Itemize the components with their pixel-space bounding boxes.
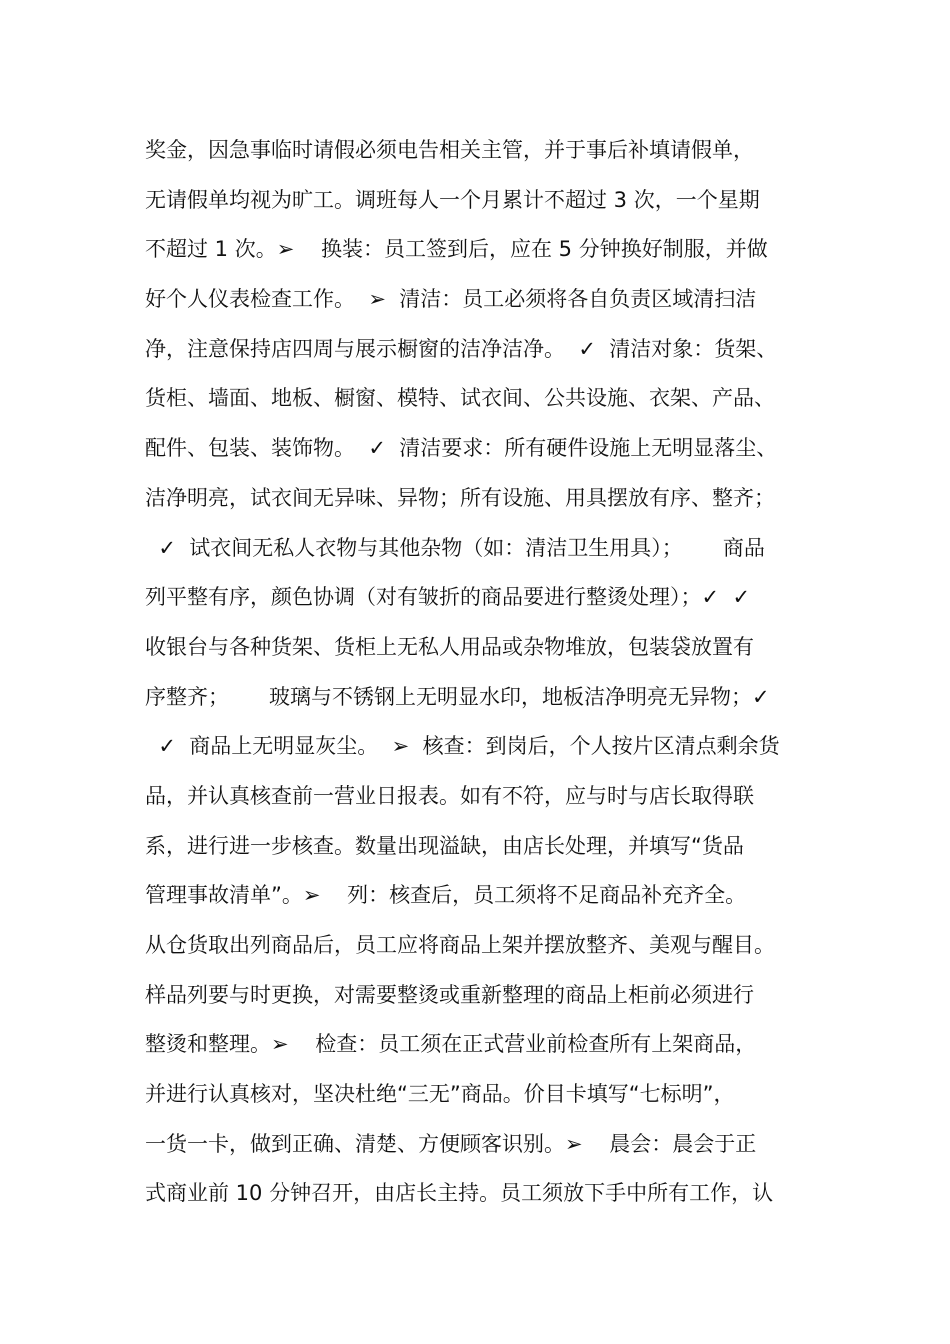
text-line-14: 品，并认真核查前一营业日报表。如有不符，应与时与店长取得联 bbox=[145, 783, 754, 808]
text-line-15: 系，进行进一步核查。数量出现溢缺，由店长处理，并填写“货品 bbox=[145, 833, 744, 858]
text-line-10: 列平整有序，颜色协调（对有皱折的商品要进行整烫处理）；✓ ✓ bbox=[145, 585, 751, 610]
text-line-12: 序整齐； 玻璃与不锈钢上无明显水印，地板洁净明亮无异物；✓ bbox=[145, 684, 770, 709]
text-line-4: 好个人仪表检查工作。 ➢ 清洁：员工必须将各自负责区域清扫洁 bbox=[145, 287, 757, 312]
text-line-5: 净，注意保持店四周与展示橱窗的洁净洁净。 ✓ 清洁对象：货架、 bbox=[145, 336, 778, 361]
text-line-1: 奖金，因急事临时请假必须电告相关主管，并于事后补填请假单， bbox=[145, 138, 754, 162]
text-line-18: 样品列要与时更换，对需要整烫或重新整理的商品上柜前必须进行 bbox=[145, 982, 754, 1007]
text-line-2: 无请假单均视为旷工。调班每人一个月累计不超过 3 次，一个星期 bbox=[145, 187, 760, 212]
text-line-22: 式商业前 10 分钟召开，由店长主持。员工须放下手中所有工作，认 bbox=[145, 1181, 774, 1206]
text-line-21: 一货一卡，做到正确、清楚、方便顾客识别。➢ 晨会：晨会于正 bbox=[145, 1131, 757, 1156]
text-line-20: 并进行认真核对，坚决杜绝“三无”商品。价目卡填写“七标明”， bbox=[145, 1082, 735, 1107]
text-line-16: 管理事故清单”。➢ 列：核查后，员工须将不足商品补充齐全。 bbox=[145, 883, 747, 908]
text-line-13: ✓ 商品上无明显灰尘。 ➢ 核查：到岗后，个人按片区清点剩余货 bbox=[145, 734, 780, 759]
text-line-11: 收银台与各种货架、货柜上无私人用品或杂物堆放，包装袋放置有 bbox=[145, 634, 754, 659]
text-line-3: 不超过 1 次。➢ 换装：员工签到后，应在 5 分钟换好制服，并做 bbox=[145, 237, 768, 262]
body-text bbox=[145, 126, 835, 1219]
text-line-19: 整烫和整理。➢ 检查：员工须在正式营业前检查所有上架商品， bbox=[145, 1032, 757, 1057]
text-line-8: 洁净明亮，试衣间无异味、异物；所有设施、用具摆放有序、整齐； bbox=[145, 485, 775, 510]
text-line-7: 配件、包装、装饰物。 ✓ 清洁要求：所有硬件设施上无明显落尘、 bbox=[145, 436, 778, 461]
text-line-9: ✓ 试衣间无私人衣物与其他杂物（如：清洁卫生用具）； 商品 bbox=[145, 535, 765, 560]
text-line-17: 从仓货取出列商品后，员工应将商品上架并摆放整齐、美观与醒目。 bbox=[145, 933, 775, 957]
text-line-6: 货柜、墙面、地板、橱窗、模特、试衣间、公共设施、衣架、产品、 bbox=[145, 386, 775, 411]
